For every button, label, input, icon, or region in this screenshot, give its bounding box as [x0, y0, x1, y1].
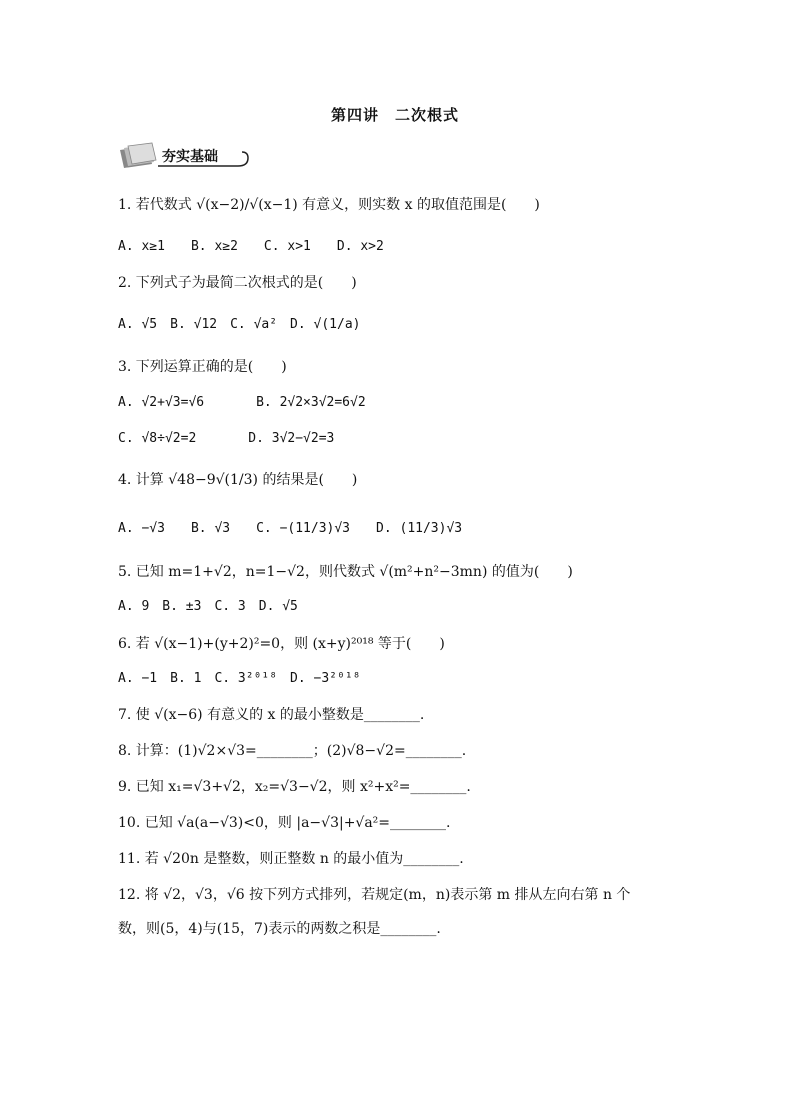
question-1: 1. 若代数式 √(x−2)/√(x−1) 有意义，则实数 x 的取值范围是( )	[118, 197, 540, 213]
question-4: 4. 计算 √48−9√(1/3) 的结果是( )	[118, 472, 358, 488]
question-5: 5. 已知 m=1+√2，n=1−√2，则代数式 √(m²+n²−3mn) 的值为( )	[118, 564, 573, 580]
question-8: 8. 计算：(1)√2×√3=________；(2)√8−√2=________.	[118, 743, 467, 759]
question-6: 6. 若 √(x−1)+(y+2)²=0，则 (x+y)²⁰¹⁸ 等于( )	[118, 636, 445, 652]
question-10: 10. 已知 √a(a−√3)<0，则 |a−√3|+√a²=________.	[118, 815, 451, 831]
section-header	[118, 142, 258, 170]
question-2: 2. 下列式子为最简二次根式的是( )	[118, 275, 357, 291]
question-7: 7. 使 √(x−6) 有意义的 x 的最小整数是________.	[118, 707, 425, 723]
question-3-options-ab: A. √2+√3=√6 B. 2√2×3√2=6√2	[118, 395, 366, 410]
question-12-cont: 数，则(5，4)与(15，7)表示的两数之积是________.	[118, 921, 441, 937]
page-title: 第四讲 二次根式	[330, 106, 459, 124]
question-6-options: A. −1 B. 1 C. 3²⁰¹⁸ D. −3²⁰¹⁸	[118, 671, 361, 686]
question-1-options: A. x≥1 B. x≥2 C. x>1 D. x>2	[118, 239, 384, 254]
question-12: 12. 将 √2，√3，√6 按下列方式排列，若规定(m，n)表示第 m 排从左向右第 n 个	[118, 887, 631, 903]
question-2-options: A. √5 B. √12 C. √a² D. √(1/a)	[118, 317, 361, 332]
question-4-options: A. −√3 B. √3 C. −(11/3)√3 D. (11/3)√3	[118, 521, 463, 536]
question-5-options: A. 9 B. ±3 C. 3 D. √5	[118, 599, 298, 614]
question-9: 9. 已知 x₁=√3+√2，x₂=√3−√2，则 x²+x²=________.	[118, 779, 471, 795]
question-11: 11. 若 √20n 是整数，则正整数 n 的最小值为________.	[118, 851, 464, 867]
section-label: 夯实基础	[162, 149, 218, 165]
question-3-options-cd: C. √8÷√2=2 D. 3√2−√2=3	[118, 431, 335, 446]
question-3: 3. 下列运算正确的是( )	[118, 359, 287, 375]
